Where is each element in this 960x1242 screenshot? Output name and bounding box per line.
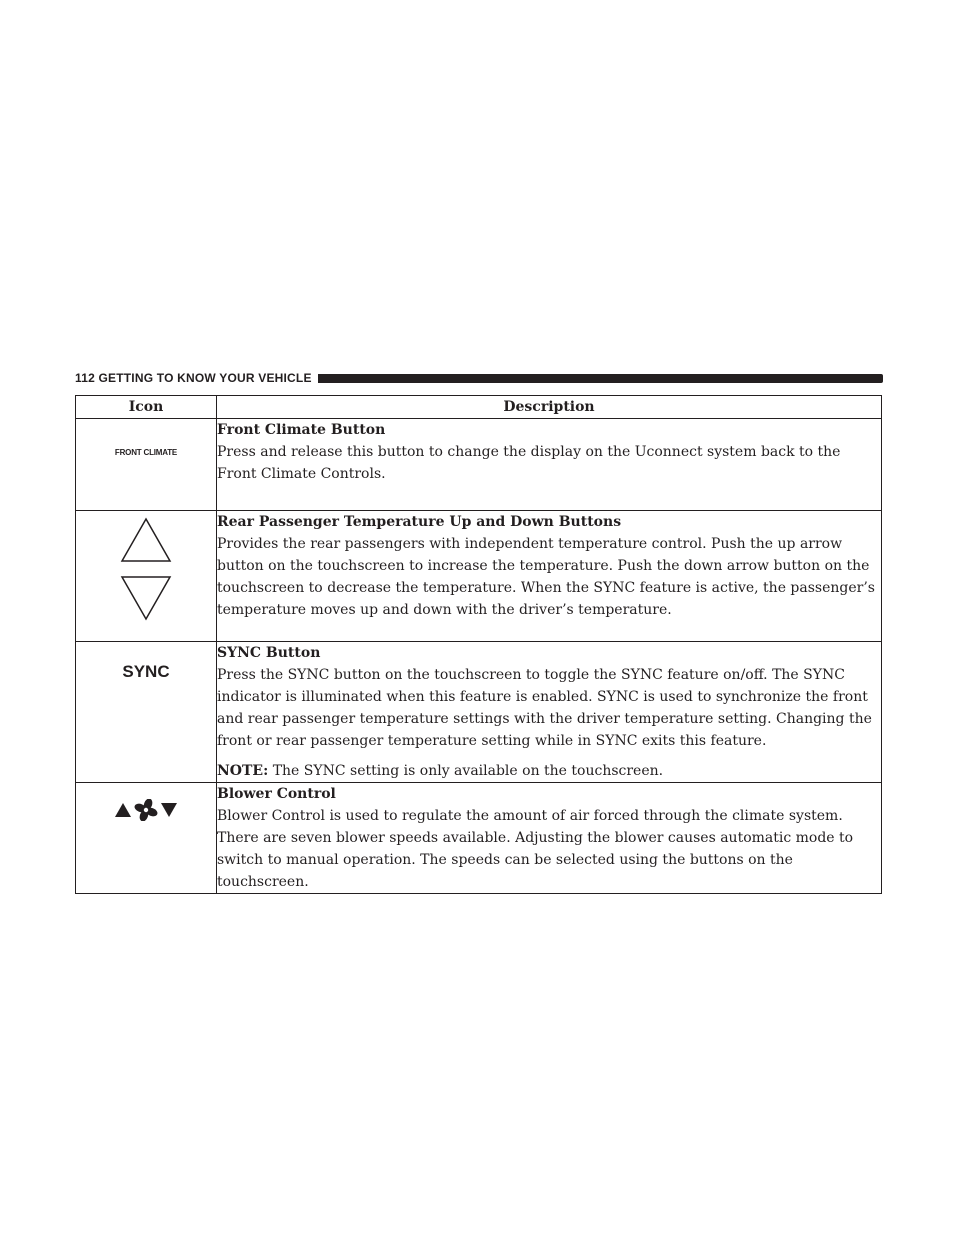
icon-cell [76,783,217,894]
table-row [76,783,882,894]
row-text: Provides the rear passengers with independent temperature control. Push the up arrow button on the touchscreen to increase the temperature. Push the down arrow button on the touchscreen to decrease the temperature. When the SYNC feature is active, the passenger’s temperature moves up and down with the driver’s temperature. [217,536,875,618]
blower-fan-icon [114,799,178,821]
table-row [76,642,882,783]
page-header [75,370,883,386]
front-climate-icon: FRONT CLIMATE [114,448,178,457]
description-cell [217,419,882,511]
table-header-row [76,396,882,419]
description-cell [217,783,882,894]
row-note [217,760,881,782]
sync-icon: SYNC [122,662,170,681]
header-rule [318,374,883,383]
table-row [76,511,882,642]
up-arrow-icon [120,517,172,563]
row-title: Rear Passenger Temperature Up and Down Buttons [217,514,622,530]
row-text: Press the SYNC button on the touchscreen to toggle the SYNC feature on/off. The SYNC indicator is illuminated when this feature is enabled. SYNC is used to synchronize the front and rear passenger temperature settings with the driver temperature setting. Changing the front or rear passenger temperature setting while in SYNC exits this feature. [217,667,872,749]
description-cell [217,511,882,642]
page-label: 112 GETTING TO KNOW YOUR VEHICLE [75,371,312,385]
row-text: Blower Control is used to regulate the amount of air forced through the climate system. There are seven blower speeds available. Adjusting the blower causes automatic mode to switch to manual operation. The speeds can be selected using the buttons on the touchscreen. [217,808,854,890]
note-text: The SYNC setting is only available on the touchscreen. [268,763,664,779]
row-title: SYNC Button [217,645,321,661]
down-arrow-icon [120,575,172,621]
note-label: NOTE: [217,763,269,779]
row-text: Press and release this button to change the display on the Uconnect system back to the Front Climate Controls. [217,444,841,482]
description-cell [217,642,882,783]
col-header-description: Description [217,396,882,419]
icon-cell [76,642,217,783]
col-header-icon: Icon [76,396,217,419]
row-title: Front Climate Button [217,422,386,438]
icon-cell [76,419,217,511]
table-row [76,419,882,511]
climate-controls-table [75,395,882,894]
row-title: Blower Control [217,786,336,802]
icon-cell [76,511,217,642]
